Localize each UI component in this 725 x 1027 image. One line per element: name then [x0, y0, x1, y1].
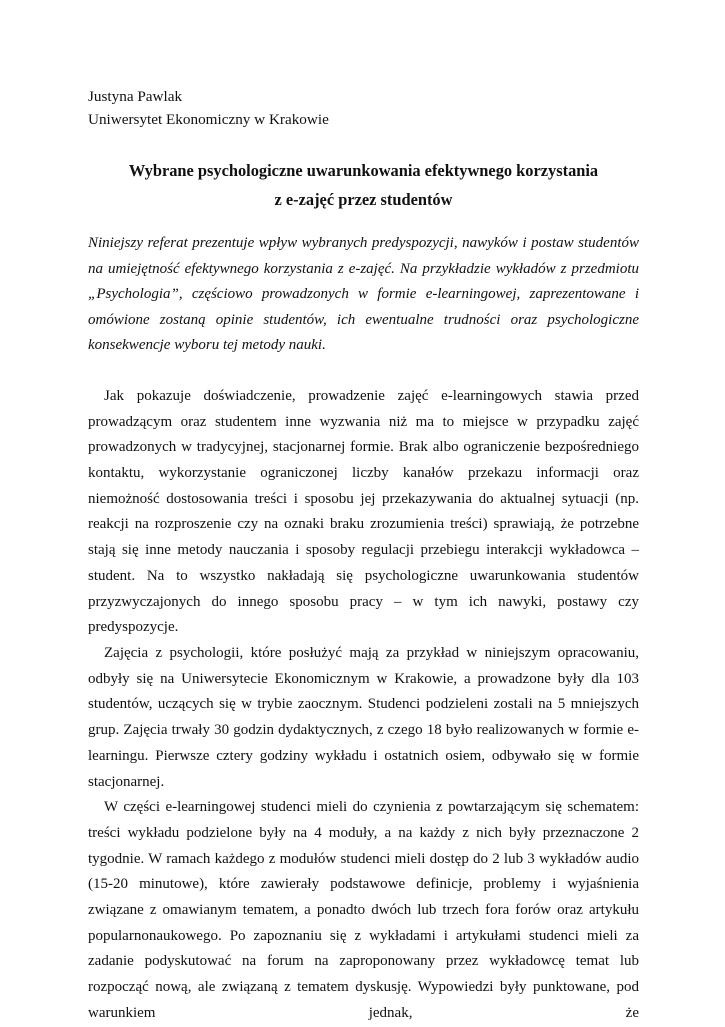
author-block	[88, 85, 639, 131]
paper-title	[88, 156, 639, 214]
body-paragraph-1: Jak pokazuje doświadczenie, prowadzenie zajęć e-learningowych stawia przed prowadzącym oraz studentem inne wyzwania niż ma to miejsce w przypadku zajęć prowadzonych w tradycyjnej, stacjonarnej formie. Brak albo ograniczenie bezpośredniego kontaktu, wykorzystanie ograniczonej liczby kanałów przekazu informacji oraz niemożność dostosowania treści i sposobu jej przekazywania do aktualnej sytuacji (np. reakcji na rozproszenie czy na oznaki braku zrozumienia treści) sprawiają, że potrzebne stają się inne metody nauczania i sposoby regulacji przebiegu interakcji wykładowca – student. Na to wszystko nakładają się psychologiczne uwarunkowania studentów przyzwyczajonych do innego sposobu pracy – w tym ich nawyki, postawy czy predyspozycje.	[88, 387, 639, 636]
paper-title-line-2: z e-zajęć przez studentów	[274, 190, 453, 209]
abstract: Niniejszy referat prezentuje wpływ wybranych predyspozycji, nawyków i postaw studentów na umiejętność efektywnego korzystania z e-zajęć. Na przykładzie wykładów z przedmiotu „Psychologia”, częściowo prowadzonych w formie e-learningowej, zaprezentowane i omówione zostaną opinie studentów, ich ewentualne trudności oraz psychologiczne konsekwencje wyboru tej metody nauki.	[88, 235, 639, 354]
body-paragraph-2: Zajęcia z psychologii, które posłużyć mają za przykład w niniejszym opracowaniu, odbyły się na Uniwersytecie Ekonomicznym w Krakowie, a prowadzone były dla 103 studentów, uczących się w trybie zaocznym. Studenci podzieleni zostali na 5 mniejszych grup. Zajęcia trwały 30 godzin dydaktycznych, z czego 18 było realizowanych w formie e-learningu. Pierwsze cztery godziny wykładu i ostatnich osiem, odbywało się w formie stacjonarnej.	[88, 645, 639, 790]
body-text	[88, 384, 639, 1027]
document-page	[88, 85, 639, 1027]
author-affiliation: Uniwersytet Ekonomiczny w Krakowie	[88, 111, 329, 128]
body-paragraph-3: W części e-learningowej studenci mieli do czynienia z powtarzającym się schematem: treści wykładu podzielone były na 4 moduły, a na każdy z nich były przeznaczone 2 tygodnie. W ramach każdego z modułów studenci mieli dostęp do 2 lub 3 wykładów audio (15-20 minutowe), które zawierały podstawowe definicje, problemy i wyjaśnienia związane z omawianym tematem, a ponadto dwóch lub trzech fora forów oraz artykułu popularnonaukowego. Po zapoznaniu się z wykładami i artykułami studenci mieli za zadanie podyskutować na forum na zaproponowany przez wykładowcę temat lub rozpocząć nową, ale związaną z tematem dyskusję. Wypowiedzi były punktowane, pod warunkiem jednak, że	[88, 799, 639, 1021]
author-name: Justyna Pawlak	[88, 88, 183, 105]
paper-title-line-1: Wybrane psychologiczne uwarunkowania efektywnego korzystania	[128, 161, 599, 180]
